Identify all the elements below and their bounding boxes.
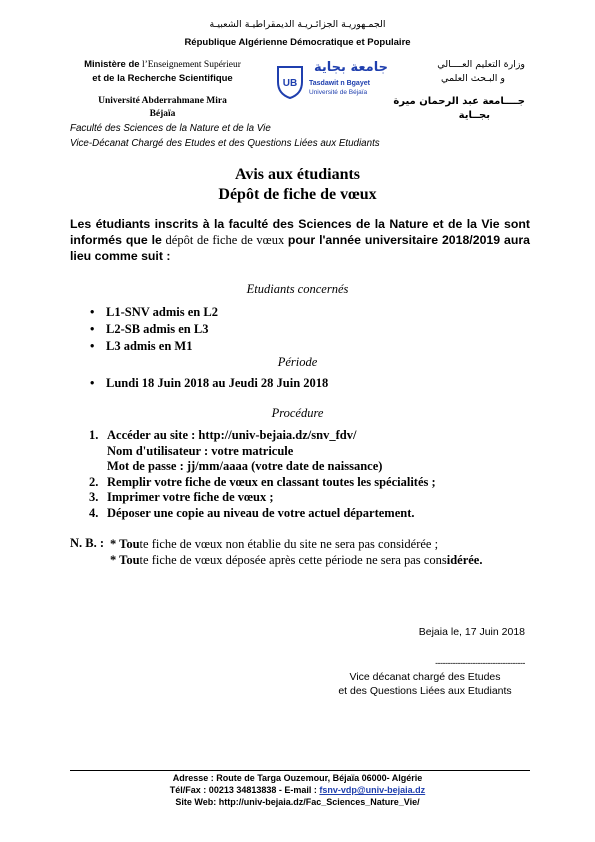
note1-b: t <box>139 537 144 551</box>
procedure-step <box>89 506 436 522</box>
footer-contact <box>0 784 595 796</box>
list-item: • L1-SNV admis en L2 <box>88 304 218 321</box>
list-item: • Lundi 18 Juin 2018 au Jeudi 28 Juin 2018 <box>88 375 328 392</box>
note2-end: idérée. <box>446 553 483 567</box>
step2-text: Remplir votre fiche de vœux en classant toutes les spécialités ; <box>107 474 436 489</box>
procedure-list <box>89 428 436 521</box>
procedure-step <box>89 428 436 475</box>
intro-part1: Les étudiants inscrits à la faculté des Sciences de la Nature et de la Vie sont informés que le <box>70 217 530 247</box>
svg-text:UB: UB <box>282 78 298 89</box>
period-heading: Période <box>277 355 318 369</box>
university-city: Béjaïa <box>149 109 176 119</box>
list-item: • L3 admis en M1 <box>88 338 218 355</box>
intro-paragraph <box>70 216 530 264</box>
arabic-university-name: جــــامعة عبد الرحمان ميرة <box>393 96 525 107</box>
intro-part2: dépôt de fiche de vœux <box>161 233 288 247</box>
signature-block <box>325 670 525 698</box>
ministry-label: Ministère de <box>84 59 140 70</box>
ministry-block <box>70 58 255 85</box>
step4-text: Déposer une copie au niveau de votre actuel département. <box>107 505 415 520</box>
period-list <box>88 375 328 392</box>
vice-deanship-name: Vice-Décanat Chargé des Etudes et des Questions Liées aux Etudiants <box>70 138 380 149</box>
arabic-university-block <box>375 95 525 123</box>
signature-line1: Vice décanat chargé des Etudes <box>349 671 501 683</box>
note1-rest: e fiche de vœux non établie du site ne sera pas considérée ; <box>143 537 439 551</box>
step-number: 2. <box>89 474 99 489</box>
arabic-republic-title: الجمـهوريـة الجزائـريـة الديمقراطيـة الشعبيـة <box>209 19 386 30</box>
footer-website[interactable]: Site Web: http://univ-bejaia.dz/Fac_Sciences_Nature_Vie/ <box>175 797 420 807</box>
arabic-university-city: بجــاية <box>458 110 490 121</box>
note2-star: * Tou <box>110 553 140 567</box>
intro-part3: pour l'année universitaire 2018/2019 aura lieu comme suit : <box>70 233 530 263</box>
place-date: Bejaia le, 17 Juin 2018 <box>418 626 525 638</box>
faculty-name: Faculté des Sciences de la Nature et de la Vie <box>70 123 271 134</box>
step1-line3: Mot de passe : jj/mm/aaaa (votre date de naissance) <box>107 459 383 473</box>
logo-line2: Université de Béjaïa <box>309 89 368 96</box>
footer-address: Adresse : Route de Targa Ouzemour, Béjaïa 06000- Algérie <box>172 773 423 783</box>
note-line1 <box>110 536 482 552</box>
ministry-line2: et de la Recherche Scientifique <box>92 73 233 84</box>
students-heading: Etudiants concernés <box>246 282 349 296</box>
note-label: N. B. : <box>70 536 105 550</box>
note2-rest: e fiche de vœux déposée après cette période ne sera pas cons <box>143 553 447 567</box>
ministry-name: l’Enseignement Supérieur <box>139 60 241 70</box>
arabic-ministry-block <box>375 58 525 86</box>
note2-b: t <box>139 553 144 567</box>
university-emblem-icon <box>275 64 305 100</box>
university-name: Université Abderrahmane Mira <box>98 96 227 106</box>
procedure-heading: Procédure <box>271 406 324 420</box>
footer-phone: Tél/Fax : 00213 34813838 - E-mail : <box>169 785 320 795</box>
list-item: • L2-SB admis en L3 <box>88 321 218 338</box>
logo-arabic-text: جامعة بجاية <box>314 60 388 75</box>
footer-divider <box>70 770 530 771</box>
footer-email-link[interactable]: fsnv-vdp@univ-bejaia.dz <box>319 785 426 795</box>
step-number: 3. <box>89 490 99 504</box>
note1-star: * Tou <box>110 537 140 551</box>
step-number: 4. <box>89 505 99 520</box>
step1-line2: Nom d'utilisateur : votre matricule <box>107 443 294 458</box>
note-line2 <box>110 552 482 568</box>
university-block <box>70 95 255 121</box>
procedure-step <box>89 475 436 491</box>
students-list <box>88 304 218 355</box>
step-number: 1. <box>89 428 99 442</box>
note-block <box>110 536 482 568</box>
arabic-ministry-line1: وزارة التعليم العــــالي <box>437 59 525 70</box>
footer <box>0 772 595 808</box>
republic-title: République Algérienne Démocratique et Populaire <box>184 37 411 48</box>
procedure-step <box>89 490 436 506</box>
arabic-ministry-line2: و البـحث العلمي <box>441 73 505 84</box>
step3-text: Imprimer votre fiche de vœux ; <box>107 490 274 504</box>
notice-subtitle: Dépôt de fiche de vœux <box>218 186 377 203</box>
notice-title: Avis aux étudiants <box>234 166 361 183</box>
step1-line1: Accéder au site : http://univ-bejaia.dz/snv_fdv/ <box>107 428 357 442</box>
signature-line2: et des Questions Liées aux Etudiants <box>338 685 512 697</box>
logo-line1: Tasdawit n Bgayet <box>309 80 370 87</box>
signature-dashes: ------------------------------------ <box>435 658 525 668</box>
